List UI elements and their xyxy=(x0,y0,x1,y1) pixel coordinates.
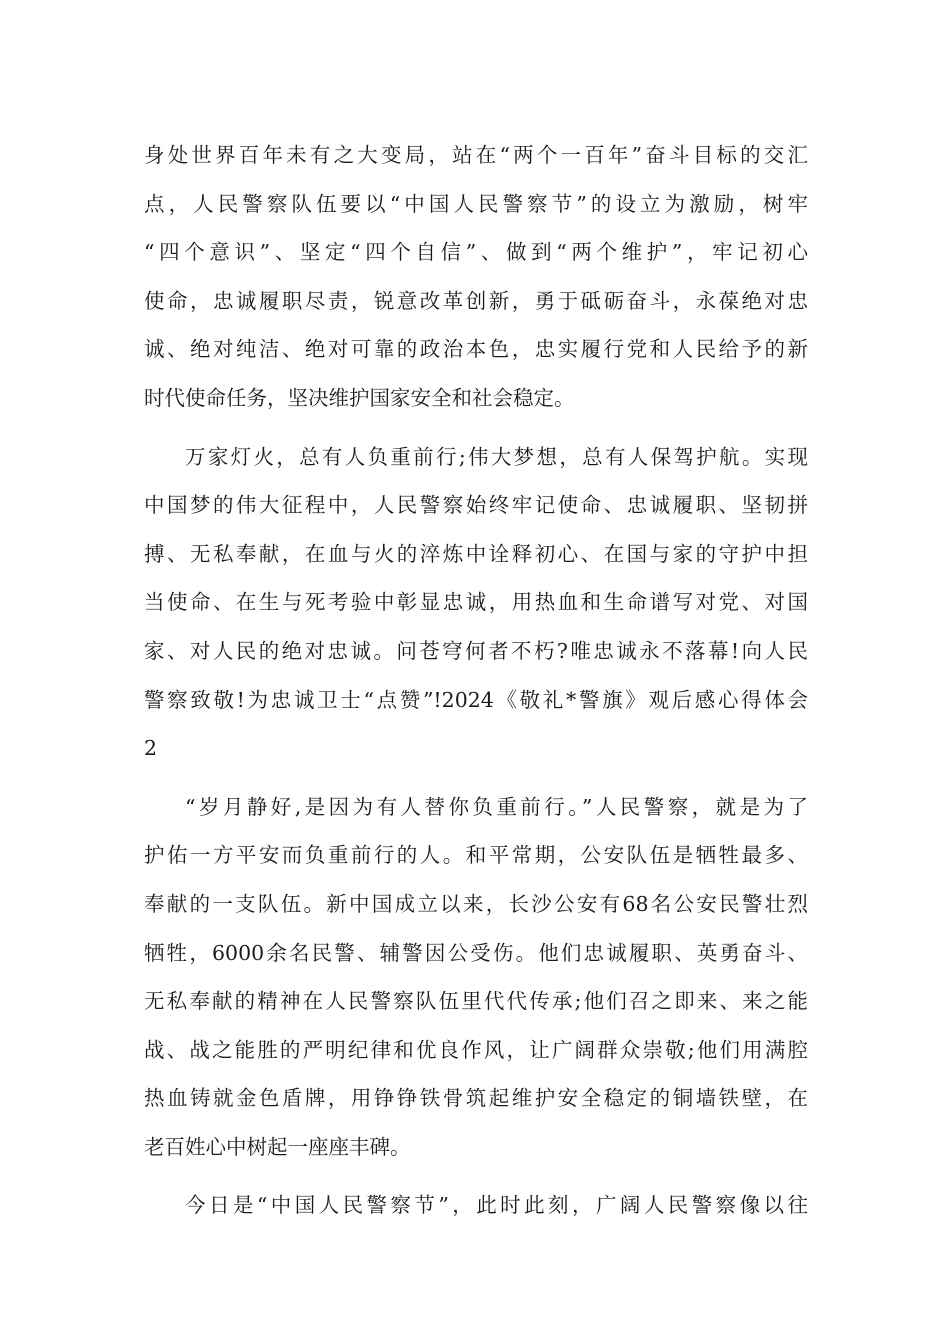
text-line: 使命，忠诚履职尽责，锐意改革创新，勇于砥砺奋斗，永葆绝对忠 xyxy=(144,288,808,313)
text-line: 无私奉献的精神在人民警察队伍里代代传承;他们召之即来、来之能 xyxy=(144,989,808,1014)
text-line: 护佑一方平安而负重前行的人。和平常期，公安队伍是牺牲最多、 xyxy=(144,843,808,868)
text-line: 今日是“中国人民警察节”，此时此刻，广阔人民警察像以往 xyxy=(185,1193,808,1218)
text-line: 2 xyxy=(144,736,158,761)
text-line: 家、对人民的绝对忠诚。问苍穹何者不朽?唯忠诚永不落幕!向人民 xyxy=(144,638,808,663)
text-line: 警察致敬!为忠诚卫士“点赞”!2024《敬礼*警旗》观后感心得体会 xyxy=(144,687,808,712)
paragraph-4 xyxy=(144,1181,808,1230)
text-line: 当使命、在生与死考验中彰显忠诚，用热血和生命谱写对党、对国 xyxy=(144,590,808,615)
text-line: 万家灯火，总有人负重前行;伟大梦想，总有人保驾护航。实现 xyxy=(185,444,808,469)
paragraph-2 xyxy=(144,433,808,773)
text-line: 老百姓心中树起一座座丰碑。 xyxy=(144,1134,411,1159)
text-line: 点，人民警察队伍要以“中国人民警察节”的设立为激励，树牢 xyxy=(144,191,808,216)
text-line: 热血铸就金色盾牌，用铮铮铁骨筑起维护安全稳定的铜墙铁壁，在 xyxy=(144,1086,808,1111)
text-line: 搏、无私奉献，在血与火的淬炼中诠释初心、在国与家的守护中担 xyxy=(144,541,808,566)
text-line: 诚、绝对纯洁、绝对可靠的政治本色，忠实履行党和人民给予的新 xyxy=(144,337,808,362)
paragraph-3 xyxy=(144,783,808,1172)
text-line: 牺牲，6000余名民警、辅警因公受伤。他们忠诚履职、英勇奋斗、 xyxy=(144,940,808,965)
document-body xyxy=(144,131,808,1240)
paragraph-1 xyxy=(144,131,808,423)
text-line: 中国梦的伟大征程中，人民警察始终牢记使命、忠诚履职、坚韧拼 xyxy=(144,493,808,518)
text-line: 时代使命任务，坚决维护国家安全和社会稳定。 xyxy=(144,385,575,410)
text-line: 身处世界百年未有之大变局，站在“两个一百年”奋斗目标的交汇 xyxy=(144,143,808,167)
text-line: 战、战之能胜的严明纪律和优良作风，让广阔群众崇敬;他们用满腔 xyxy=(144,1037,808,1062)
text-line: 奉献的一支队伍。新中国成立以来，长沙公安有68名公安民警壮烈 xyxy=(144,891,808,916)
text-line: “四个意识”、坚定“四个自信”、做到“两个维护”，牢记初心 xyxy=(144,240,808,265)
text-line: “岁月静好,是因为有人替你负重前行。”人民警察，就是为了 xyxy=(185,794,808,819)
